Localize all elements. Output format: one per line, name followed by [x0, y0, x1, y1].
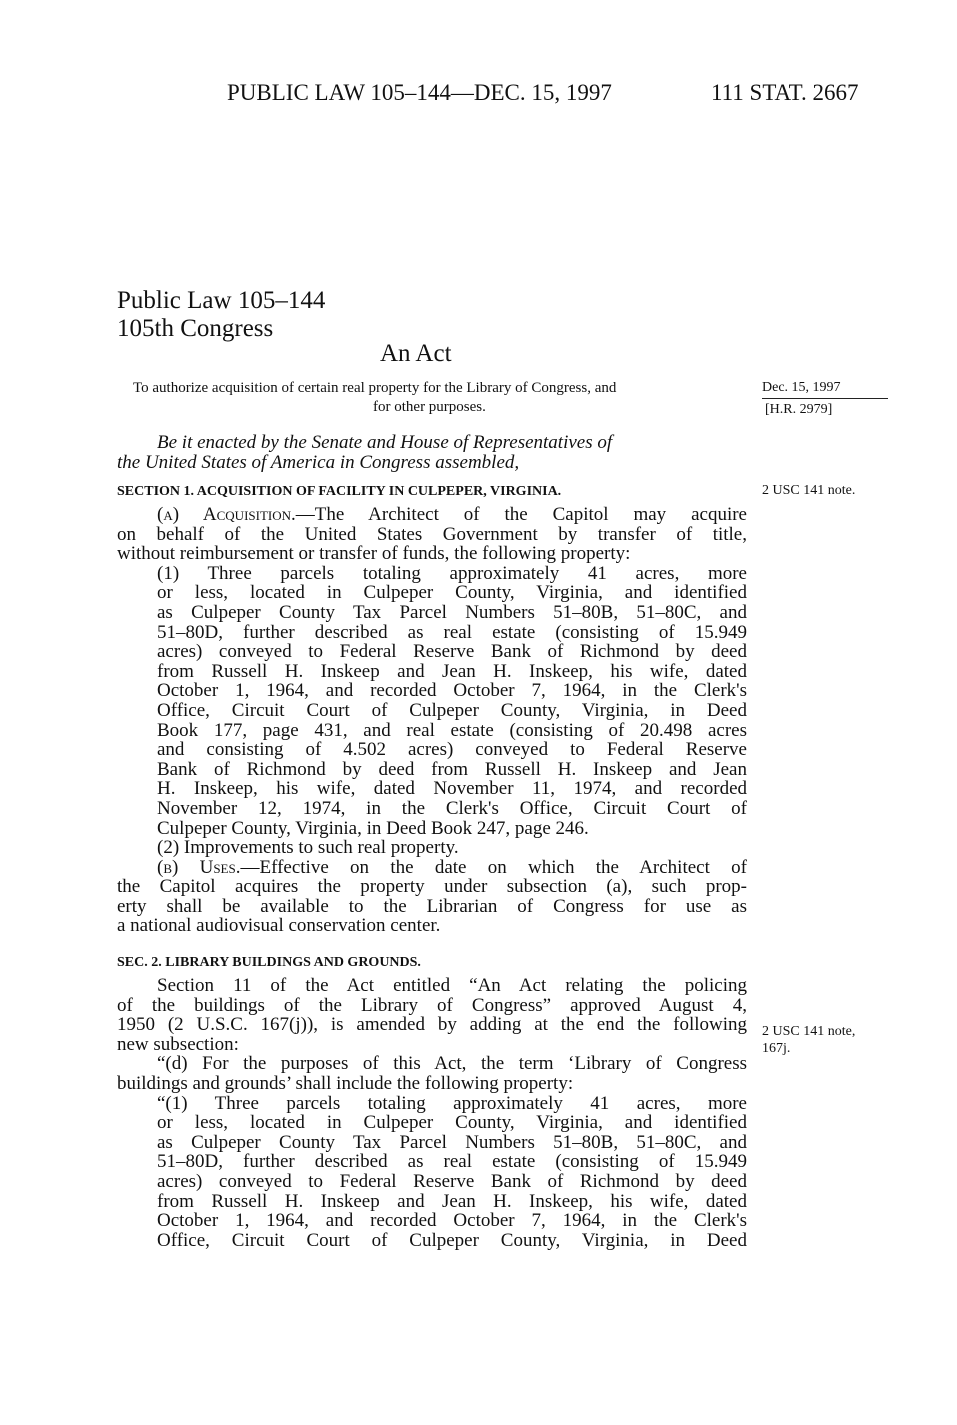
quoted-paragraph-1-line: 51–80D, further described as real estate (consisting of 15.949 — [157, 1151, 747, 1173]
paragraph-1-line: Office, Circuit Court of Culpeper County, Virginia, in Deed — [157, 699, 747, 721]
subsection-a-label: (a) Acquisition. — [157, 504, 296, 525]
section-2-intro-line: Section 11 of the Act entitled “An Act relating the policing — [157, 975, 747, 996]
subsection-a-line-3: without reimbursement or transfer of funds, the following property: — [117, 543, 631, 565]
subsection-d-line: “(d) For the purposes of this Act, the term ‘Library of Congress — [157, 1053, 747, 1075]
subsection-a-line-1: (a) Acquisition.—The Architect of the Capitol may acquire — [157, 504, 747, 525]
subsection-b-line-1: (b) Uses.—Effective on the date on which the Architect of — [157, 856, 747, 878]
subsection-b-line: a national audiovisual conservation center. — [117, 915, 441, 937]
subsection-d-line: buildings and grounds’ shall include the following property: — [117, 1072, 574, 1094]
running-head-left: PUBLIC LAW 105–144—DEC. 15, 1997 — [227, 80, 612, 105]
section-2-body — [117, 976, 747, 1250]
purpose-line-1: To authorize acquisition of certain real property for the Library of Congress, and — [133, 380, 617, 396]
margin-usc-note-2-line-1: 2 USC 141 note, — [762, 1024, 856, 1039]
paragraph-2-line: (2) Improvements to such real property. — [157, 837, 459, 859]
paragraph-1-line: and consisting of 4.502 acres) conveyed to Federal Reserve — [157, 739, 747, 761]
quoted-paragraph-1-line: from Russell H. Inskeep and Jean H. Inskeep, his wife, dated — [157, 1190, 747, 1212]
act-title: An Act — [380, 340, 452, 367]
section-2-intro-line: of the buildings of the Library of Congress” approved August 4, — [117, 994, 747, 1016]
section-1-heading: SECTION 1. ACQUISITION OF FACILITY IN CULPEPER, VIRGINIA. — [117, 484, 562, 499]
enacting-clause-line-1: Be it enacted by the Senate and House of Representatives of — [157, 432, 613, 453]
margin-usc-note-1: 2 USC 141 note. — [762, 483, 856, 498]
paragraph-1-line: from Russell H. Inskeep and Jean H. Inskeep, his wife, dated — [157, 660, 747, 682]
paragraph-1-line: Bank of Richmond by deed from Russell H. Inskeep and Jean — [157, 758, 747, 780]
subsection-a-line-2: on behalf of the United States Government by transfer of title, — [117, 523, 747, 545]
section-2-heading: SEC. 2. LIBRARY BUILDINGS AND GROUNDS. — [117, 955, 421, 970]
quoted-paragraph-1-line: acres) conveyed to Federal Reserve Bank of Richmond by deed — [157, 1170, 747, 1192]
paragraph-1-line: as Culpeper County Tax Parcel Numbers 51–80B, 51–80C, and — [157, 601, 747, 623]
quoted-paragraph-1-line: or less, located in Culpeper County, Virginia, and identified — [157, 1112, 747, 1134]
subsection-b-line: erty shall be available to the Librarian of Congress for use as — [117, 895, 747, 917]
enacting-clause-line-2: the United States of America in Congress assembled, — [117, 452, 520, 473]
section-2-intro-line: 1950 (2 U.S.C. 167(j)), is amended by adding at the end the following — [117, 1014, 747, 1036]
congress-label: 105th Congress — [117, 315, 274, 342]
paragraph-1-line: or less, located in Culpeper County, Virginia, and identified — [157, 582, 747, 604]
paragraph-1-line: acres) conveyed to Federal Reserve Bank of Richmond by deed — [157, 641, 747, 663]
quoted-paragraph-1-line: as Culpeper County Tax Parcel Numbers 51–80B, 51–80C, and — [157, 1131, 747, 1153]
quoted-paragraph-1-line: Office, Circuit Court of Culpeper County, Virginia, in Deed — [157, 1229, 747, 1251]
public-law-number: Public Law 105–144 — [117, 287, 326, 314]
subsection-b-label: (b) Uses. — [157, 856, 241, 878]
quoted-paragraph-1-line: October 1, 1964, and recorded October 7, 1964, in the Clerk's — [157, 1210, 747, 1232]
running-head-right: 111 STAT. 2667 — [711, 80, 859, 105]
paragraph-1-line: November 12, 1974, in the Clerk's Office, Circuit Court of — [157, 797, 747, 819]
paragraph-1-line: 51–80D, further described as real estate (consisting of 15.949 — [157, 621, 747, 643]
paragraph-1-line: October 1, 1964, and recorded October 7, 1964, in the Clerk's — [157, 680, 747, 702]
paragraph-1-line: Book 177, page 431, and real estate (consisting of 20.498 acres — [157, 719, 747, 741]
paragraph-1-line: H. Inskeep, his wife, dated November 11, 1974, and recorded — [157, 778, 747, 800]
purpose-line-2: for other purposes. — [373, 399, 486, 415]
margin-bill-note: [H.R. 2979] — [765, 402, 833, 417]
quoted-paragraph-1-line: “(1) Three parcels totaling approximately 41 acres, more — [157, 1092, 747, 1114]
margin-date-note: Dec. 15, 1997 — [762, 380, 888, 399]
section-1-body — [117, 505, 747, 936]
subsection-b-line: the Capitol acquires the property under subsection (a), such prop- — [117, 876, 747, 898]
paragraph-1-line: (1) Three parcels totaling approximately 41 acres, more — [157, 562, 747, 584]
paragraph-1-line: Culpeper County, Virginia, in Deed Book 247, page 246. — [157, 817, 589, 839]
margin-usc-note-2-line-2: 167j. — [762, 1041, 791, 1056]
section-2-intro-line: new subsection: — [117, 1033, 239, 1055]
